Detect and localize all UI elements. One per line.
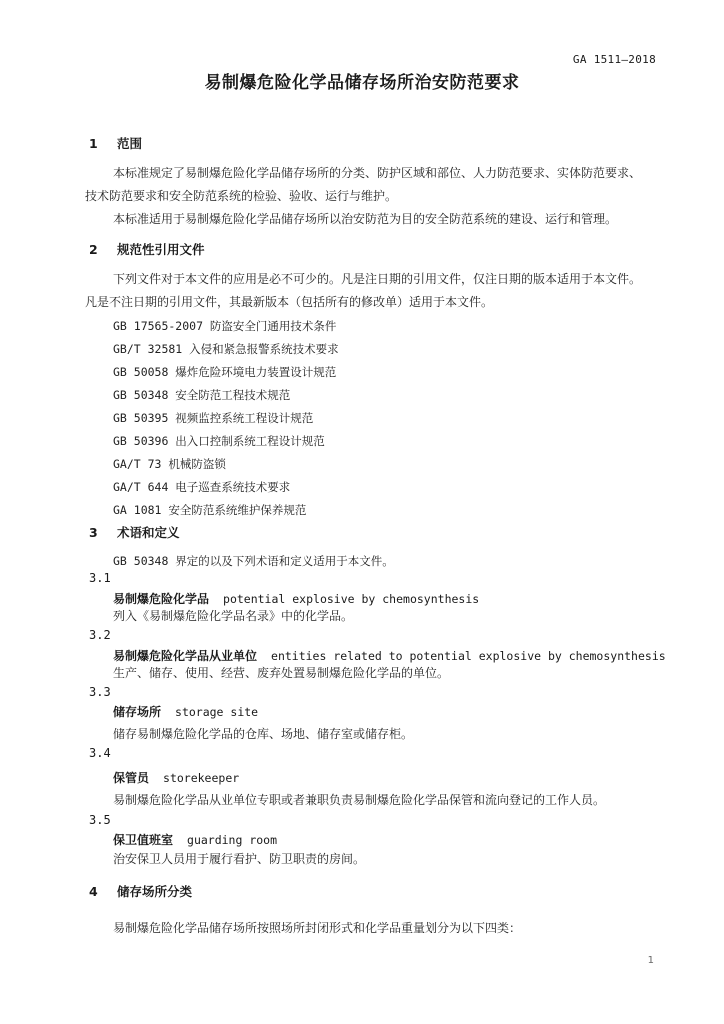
standard-code: GA 1511—2018 xyxy=(572,53,656,66)
term-entry xyxy=(113,831,277,848)
section-number: 1 xyxy=(89,136,98,151)
reference-item: GB 17565-2007 防盗安全门通用技术条件 xyxy=(113,319,337,333)
term-chinese: 易制爆危险化学品从业单位 xyxy=(113,649,258,663)
reference-item: GA 1081 安全防范系统维护保养规范 xyxy=(113,503,307,517)
section-number: 3 xyxy=(89,525,98,540)
reference-item: GB 50348 安全防范工程技术规范 xyxy=(113,388,291,402)
reference-item: GB 50396 出入口控制系统工程设计规范 xyxy=(113,434,325,448)
clause-number: 3.5 xyxy=(89,813,111,827)
section-number: 4 xyxy=(89,884,98,899)
paragraph-line: GB 50348 界定的以及下列术语和定义适用于本文件。 xyxy=(113,554,394,568)
reference-item: GA/T 644 电子巡查系统技术要求 xyxy=(113,480,291,494)
term-chinese: 易制爆危险化学品 xyxy=(113,592,210,606)
paragraph-line: 凡是不注日期的引用文件，其最新版本（包括所有的修改单）适用于本文件。 xyxy=(85,295,494,309)
term-definition: 易制爆危险化学品从业单位专职或者兼职负责易制爆危险化学品保管和流向登记的工作人员。 xyxy=(113,793,606,807)
clause-number: 3.4 xyxy=(89,746,111,760)
term-definition: 治安保卫人员用于履行看护、防卫职责的房间。 xyxy=(113,852,366,866)
section-title: 术语和定义 xyxy=(117,525,180,540)
term-english: entities related to potential explosive by chemosynthesis xyxy=(271,649,666,663)
section-number: 2 xyxy=(89,242,98,257)
paragraph-line: 本标准规定了易制爆危险化学品储存场所的分类、防护区域和部位、人力防范要求、实体防范要求、 xyxy=(113,166,642,180)
term-definition: 列入《易制爆危险化学品名录》中的化学品。 xyxy=(113,609,354,623)
section-title: 规范性引用文件 xyxy=(117,242,205,257)
reference-item: GB 50058 爆炸危险环境电力装置设计规范 xyxy=(113,365,337,379)
term-definition: 储存易制爆危险化学品的仓库、场地、储存室或储存柜。 xyxy=(113,727,414,741)
section-1-heading xyxy=(89,134,142,152)
document-title: 易制爆危险化学品储存场所治安防范要求 xyxy=(204,73,520,93)
term-english: guarding room xyxy=(187,833,278,847)
term-chinese: 保卫值班室 xyxy=(113,833,174,847)
term-entry xyxy=(113,647,666,664)
reference-item: GB/T 32581 入侵和紧急报警系统技术要求 xyxy=(113,342,339,356)
term-chinese: 储存场所 xyxy=(113,705,162,719)
term-entry xyxy=(113,703,258,720)
term-english: storage site xyxy=(175,705,259,719)
term-english: storekeeper xyxy=(163,771,240,785)
clause-number: 3.2 xyxy=(89,628,111,642)
term-entry xyxy=(113,590,479,607)
paragraph-line: 技术防范要求和安全防范系统的检验、验收、运行与维护。 xyxy=(85,189,398,203)
section-4-heading xyxy=(89,882,192,900)
section-title: 储存场所分类 xyxy=(117,884,193,899)
section-title: 范围 xyxy=(117,136,143,151)
clause-number: 3.3 xyxy=(89,685,111,699)
term-chinese: 保管员 xyxy=(113,771,150,785)
reference-item: GB 50395 视频监控系统工程设计规范 xyxy=(113,411,314,425)
paragraph-line: 易制爆危险化学品储存场所按照场所封闭形式和化学品重量划分为以下四类： xyxy=(113,921,522,935)
paragraph-line: 本标准适用于易制爆危险化学品储存场所以治安防范为目的安全防范系统的建设、运行和管理。 xyxy=(113,212,618,226)
term-english: potential explosive by chemosynthesis xyxy=(223,592,480,606)
section-2-heading xyxy=(89,240,205,258)
page-number: 1 xyxy=(647,955,654,966)
section-3-heading xyxy=(89,523,180,541)
clause-number: 3.1 xyxy=(89,571,111,585)
term-entry xyxy=(113,769,239,786)
term-definition: 生产、储存、使用、经营、废弃处置易制爆危险化学品的单位。 xyxy=(113,666,450,680)
reference-item: GA/T 73 机械防盗锁 xyxy=(113,457,226,471)
paragraph-line: 下列文件对于本文件的应用是必不可少的。凡是注日期的引用文件，仅注日期的版本适用于本文件。 xyxy=(113,272,642,286)
